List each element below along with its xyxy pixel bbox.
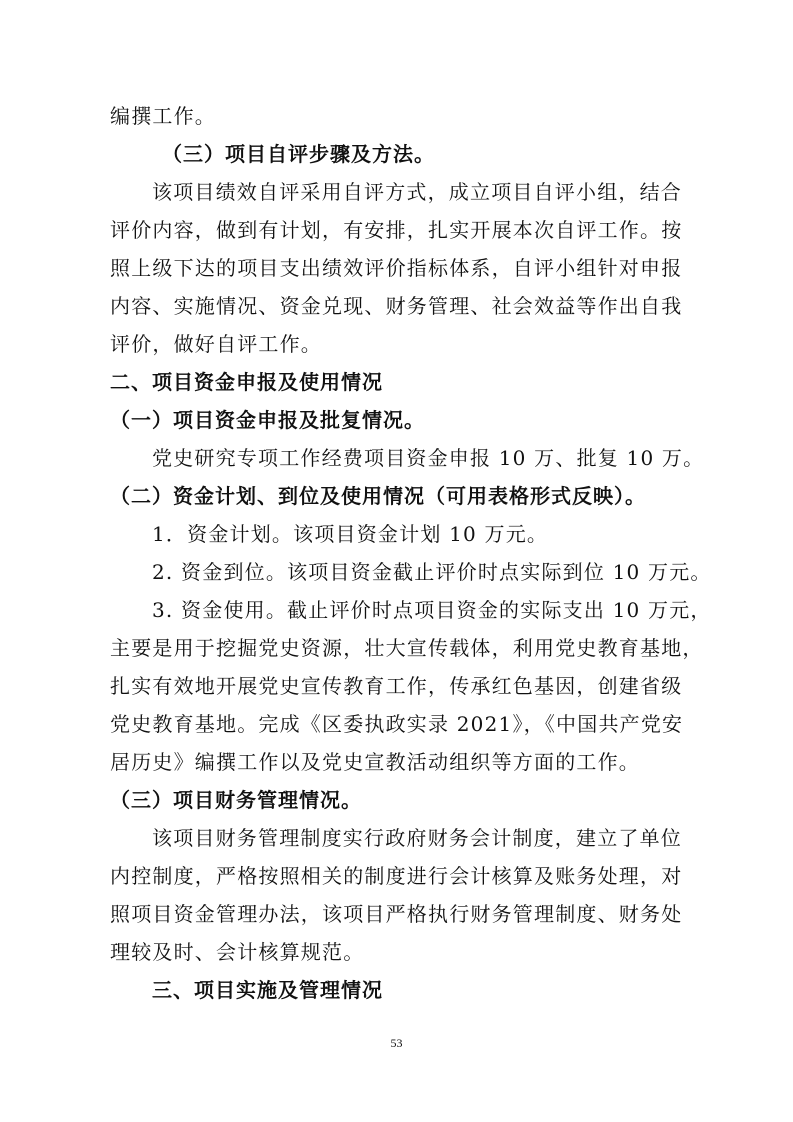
paragraph-line: 扎实有效地开展党史宣传教育工作，传承红色基因，创建省级 — [110, 674, 683, 698]
subsection-heading: （三）项目财务管理情况。 — [110, 788, 362, 812]
paragraph-line: 党史教育基地。完成《区委执政实录 2021》，《中国共产党安 — [110, 712, 684, 736]
list-item: 3. 资金使用。截止评价时点项目资金的实际支出 10 万元， — [152, 598, 712, 622]
subsection-heading: （二）资金计划、到位及使用情况（可用表格形式反映）。 — [110, 484, 646, 508]
paragraph-line: 该项目财务管理制度实行政府财务会计制度，建立了单位 — [152, 826, 682, 850]
paragraph-line: 该项目绩效自评采用自评方式，成立项目自评小组，结合 — [152, 180, 682, 204]
section-heading: 二、项目资金申报及使用情况 — [110, 370, 383, 394]
paragraph-line: 评价，做好自评工作。 — [110, 332, 322, 356]
paragraph-line: 编撰工作。 — [110, 104, 216, 128]
paragraph-line: 内容、实施情况、资金兑现、财务管理、社会效益等作出自我 — [110, 294, 683, 318]
section-heading: 三、项目实施及管理情况 — [152, 978, 383, 1002]
paragraph-line: 主要是用于挖掘党史资源，壮大宣传载体，利用党史教育基地， — [110, 636, 704, 660]
page-number: 53 — [390, 1036, 403, 1050]
paragraph-line: 居历史》编撰工作以及党史宣教活动组织等方面的工作。 — [110, 750, 640, 774]
list-item: 1．资金计划。该项目资金计划 10 万元。 — [152, 522, 549, 546]
paragraph-line: 照项目资金管理办法，该项目严格执行财务管理制度、财务处 — [110, 902, 683, 926]
section-heading: （三）项目自评步骤及方法。 — [162, 142, 435, 166]
subsection-heading: （一）项目资金申报及批复情况。 — [110, 408, 425, 432]
paragraph-line: 内控制度，严格按照相关的制度进行会计核算及账务处理，对 — [110, 864, 683, 888]
list-item: 2. 资金到位。该项目资金截止评价时点实际到位 10 万元。 — [152, 560, 712, 584]
paragraph-line: 理较及时、会计核算规范。 — [110, 940, 365, 964]
paragraph-line: 党史研究专项工作经费项目资金申报 10 万、批复 10 万。 — [152, 446, 705, 470]
paragraph-line: 照上级下达的项目支出绩效评价指标体系，自评小组针对申报 — [110, 256, 683, 280]
paragraph-line: 评价内容，做到有计划，有安排，扎实开展本次自评工作。按 — [110, 218, 683, 242]
